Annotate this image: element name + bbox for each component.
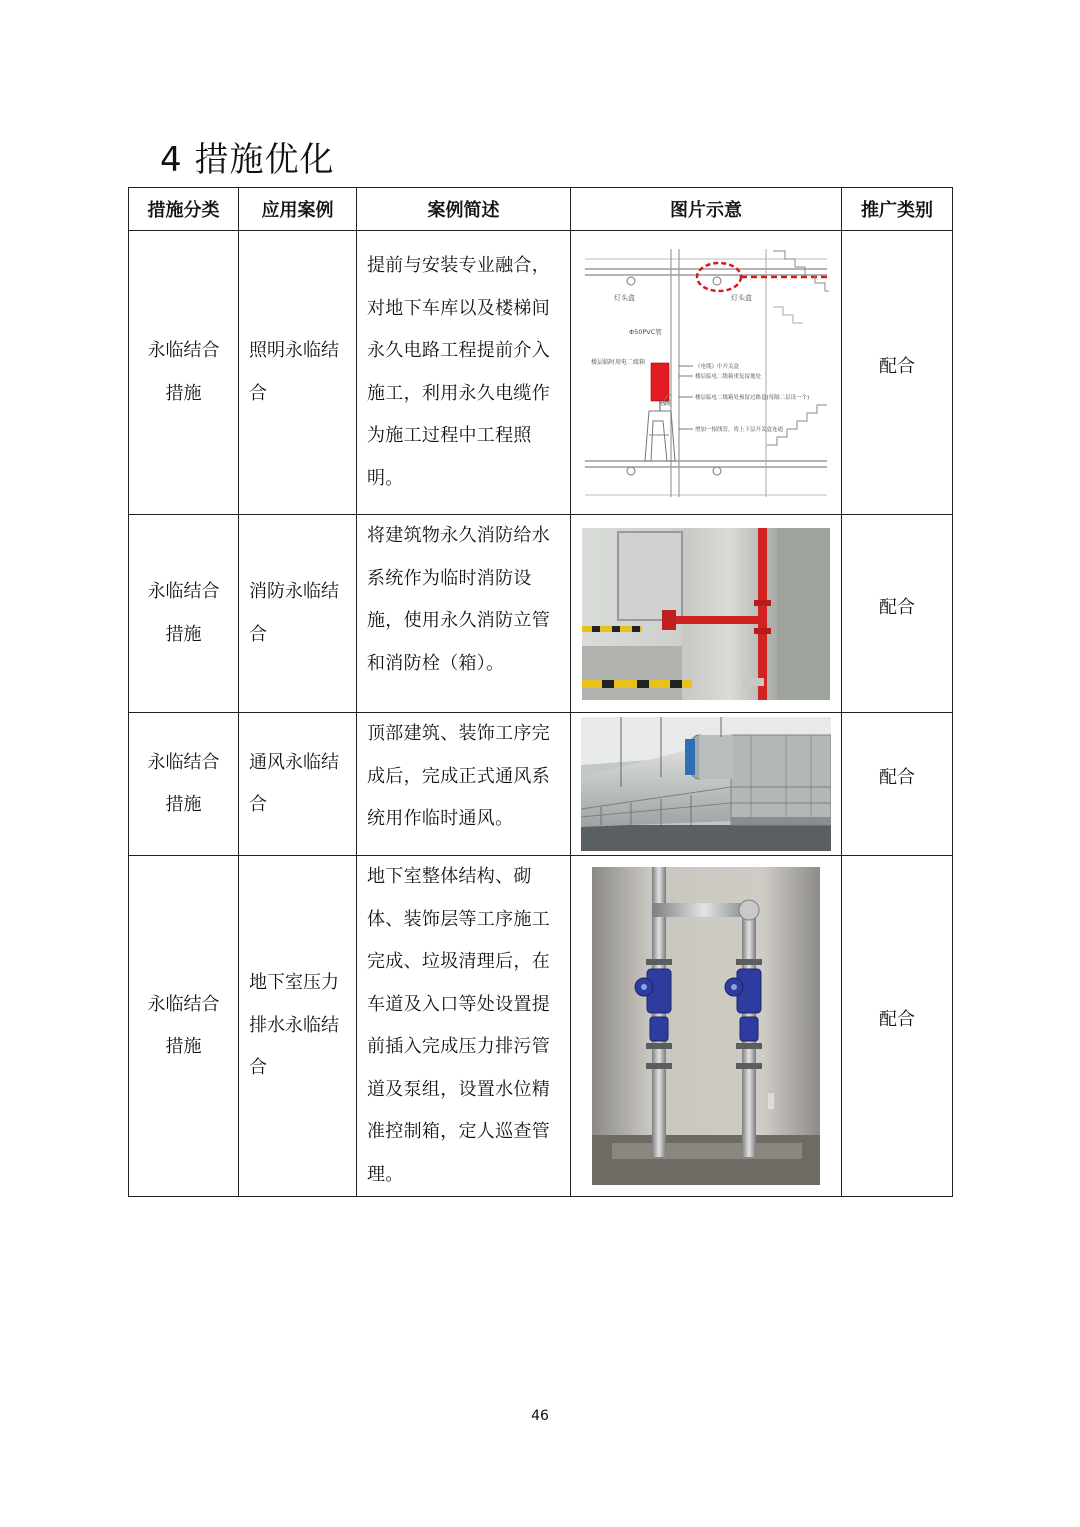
header-image: 图片示意: [571, 188, 842, 231]
category-text: 永临结合措施: [147, 340, 220, 404]
drainage-pump-photo: [592, 867, 820, 1185]
description-text: 地下室整体结构、砌体、装饰层等工序施工完成、垃圾清理后，在车道及入口等处设置提前插入完成压力排污管道及泵组，设置水位精准控制箱，定人巡查管理。: [367, 866, 550, 1185]
ventilation-duct-photo: [581, 717, 831, 851]
description-text: 顶部建筑、装饰工序完成后，完成正式通风系统用作临时通风。: [367, 723, 550, 829]
category-cell: [129, 231, 239, 515]
page-number: 46: [531, 1408, 549, 1424]
category-cell: [129, 856, 239, 1197]
case-cell: [239, 713, 357, 856]
header-promotion: 推广类别: [842, 188, 953, 231]
case-text: 照明永临结合: [249, 340, 339, 404]
table-header-row: [129, 188, 953, 231]
promotion-text: 配合: [879, 596, 915, 618]
table-row: [129, 231, 953, 515]
description-cell: [357, 856, 571, 1197]
promotion-cell: [842, 231, 953, 515]
description-cell: [357, 515, 571, 713]
case-cell: [239, 856, 357, 1197]
case-text: 地下室压力排水永临结合: [249, 972, 339, 1079]
table-row: [129, 856, 953, 1197]
diagram-label: 灯头盒: [731, 293, 752, 302]
header-category: 措施分类: [129, 188, 239, 231]
lighting-diagram: [581, 245, 831, 501]
diagram-label: 楼层临电二级箱重复接地处: [695, 373, 762, 380]
header-description: 案例简述: [357, 188, 571, 231]
promotion-text: 配合: [879, 767, 915, 788]
category-text: 永临结合措施: [147, 993, 220, 1057]
description-cell: [357, 713, 571, 856]
promotion-cell: [842, 713, 953, 856]
promotion-text: 配合: [879, 355, 915, 377]
description-text: 将建筑物永久消防给水系统作为临时消防设施，使用永久消防立管和消防栓（箱）。: [367, 525, 550, 674]
diagram-label: 增加一根线管，将上下层开关盒连通: [695, 426, 784, 433]
diagram-label: 楼层临电二级箱处预留过路盒(每隔二层设一个): [695, 394, 810, 401]
table-row: [129, 713, 953, 856]
image-cell: [571, 713, 842, 856]
diagram-label: 《电缆》中开关盒: [695, 363, 740, 370]
category-cell: [129, 515, 239, 713]
diagram-label: 灯头盒: [614, 293, 635, 302]
description-cell: [357, 231, 571, 515]
diagram-label: 楼层临时用电二级箱: [591, 358, 646, 366]
image-cell: [571, 856, 842, 1197]
category-cell: [129, 713, 239, 856]
promotion-text: 配合: [879, 1009, 915, 1030]
category-text: 永临结合措施: [147, 751, 220, 815]
measures-table: [128, 187, 953, 1197]
image-cell: [571, 515, 842, 713]
section-heading: 4 措施优化: [160, 140, 335, 180]
case-cell: [239, 515, 357, 713]
case-cell: [239, 231, 357, 515]
image-cell: [571, 231, 842, 515]
description-text: 提前与安装专业融合，对地下车库以及楼梯间永久电路工程提前介入施工，利用永久电缆作为施工过程中工程照明。: [367, 255, 550, 489]
diagram-label: 电缆: [659, 399, 672, 407]
case-text: 通风永临结合: [249, 751, 339, 815]
category-text: 永临结合措施: [147, 581, 220, 645]
fire-riser-photo: [582, 528, 830, 700]
case-text: 消防永临结合: [249, 581, 339, 645]
table-row: [129, 515, 953, 713]
header-case: 应用案例: [239, 188, 357, 231]
promotion-cell: [842, 856, 953, 1197]
diagram-label: Φ50PVC管: [629, 327, 662, 336]
promotion-cell: [842, 515, 953, 713]
